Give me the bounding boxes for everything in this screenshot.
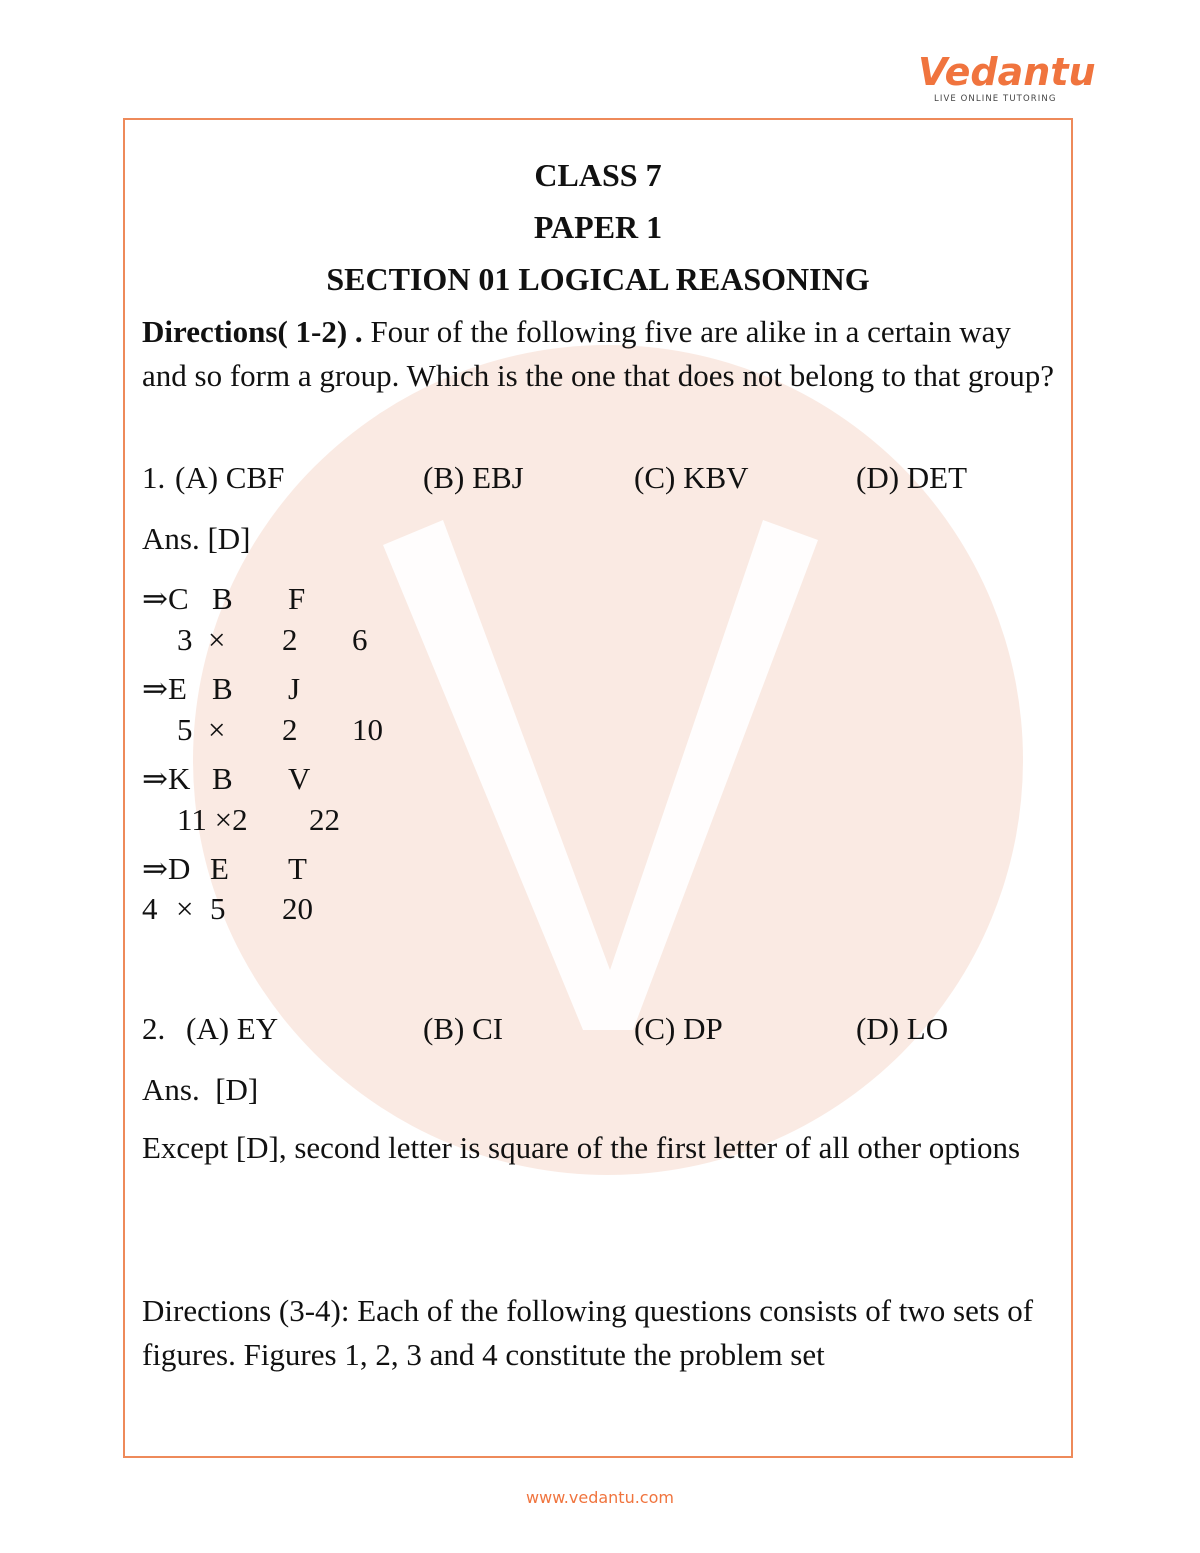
q2-option-d: (D) LO	[856, 1011, 949, 1046]
section-heading: SECTION 01 LOGICAL REASONING	[326, 261, 870, 297]
q1-work-1-num-4: 6	[352, 622, 368, 657]
directions-1-2	[142, 310, 1062, 398]
q1-work-4-letter-2: E	[210, 851, 229, 886]
vedantu-logo	[918, 50, 1096, 110]
q1-work-2-num-4: 10	[352, 712, 383, 747]
q1-option-b: (B) EBJ	[423, 460, 524, 495]
q1-option-c: (C) KBV	[634, 460, 749, 495]
q1-option-a: (A) CBF	[175, 460, 285, 495]
directions-1-2-text: Four of the following five are alike in a certain way and so form a group. Which is the one that does not belong to that group?	[142, 314, 1055, 393]
q1-work-4-letter-1: ⇒D	[142, 851, 191, 886]
q1-work-4-num-4: 20	[282, 891, 313, 926]
q2-option-b: (B) CI	[423, 1011, 504, 1046]
q2-option-c: (C) DP	[634, 1011, 723, 1046]
q1-work-1-num-2: ×	[208, 622, 226, 657]
q1-work-3-num-2: 22	[309, 802, 340, 837]
directions-1-2-label: Directions( 1-2) .	[142, 314, 363, 349]
q1-work-3-letter-2: B	[212, 761, 233, 796]
q1-work-4-num-3: 5	[210, 891, 226, 926]
q1-work-3-letter-3: V	[288, 761, 311, 796]
paper-heading: PAPER 1	[533, 209, 663, 245]
q1-work-1-num-3: 2	[282, 622, 298, 657]
q1-work-1-letter-3: F	[288, 581, 306, 616]
q1-work-4-num-2: ×	[176, 891, 194, 926]
q1-work-2-letter-1: ⇒E	[142, 671, 187, 706]
footer-url[interactable]: www.vedantu.com	[526, 1488, 674, 1507]
class-heading: CLASS 7	[534, 157, 662, 193]
q1-work-2-letter-3: J	[288, 671, 301, 706]
logo-tagline: LIVE ONLINE TUTORING	[934, 94, 1057, 104]
q1-work-1-letter-2: B	[212, 581, 233, 616]
q1-work-2-num-2: ×	[208, 712, 226, 747]
q1-work-1-num-1: 3	[177, 622, 193, 657]
q2-answer: Ans. [D]	[142, 1072, 259, 1107]
q1-option-d: (D) DET	[856, 460, 968, 495]
q2-option-a: (A) EY	[186, 1011, 279, 1046]
q1-work-2-num-1: 5	[177, 712, 193, 747]
directions-3-4: Directions (3-4): Each of the following questions consists of two sets of figures. Figures 1, 2, 3 and 4 constitute the problem set	[142, 1293, 1034, 1372]
q1-work-4-num-1: 4	[142, 891, 158, 926]
q1-answer: Ans. [D]	[142, 521, 251, 556]
q1-work-2-letter-2: B	[212, 671, 233, 706]
q1-work-2-num-3: 2	[282, 712, 298, 747]
q1-work-3-letter-1: ⇒K	[142, 761, 191, 796]
q2-explanation: Except [D], second letter is square of the first letter of all other options	[142, 1130, 1021, 1165]
logo-wordmark: Vedantu	[918, 50, 1096, 94]
q1-work-1-letter-1: ⇒C	[142, 581, 189, 616]
q1-work-4-letter-3: T	[288, 851, 307, 886]
q1-number: 1.	[142, 460, 166, 495]
q1-work-3-num-1: 11 ×2	[177, 802, 248, 837]
q2-number: 2.	[142, 1011, 166, 1046]
